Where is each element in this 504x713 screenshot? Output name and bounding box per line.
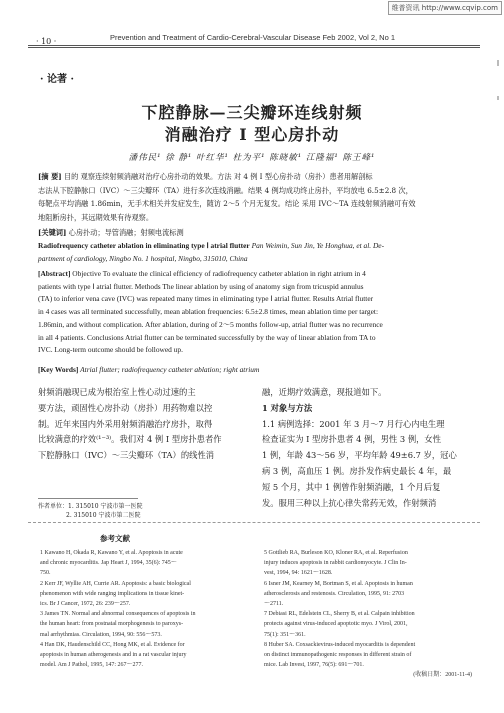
references-left	[40, 548, 252, 670]
reference-line: protects against virus-induced apoptotic myo. J Virol, 2001,	[264, 621, 408, 628]
reference-line: 6 Isner JM, Kearney M, Bortman S, et al. Apoptosis in human	[264, 580, 413, 587]
body-left-line: 要方法，顽固性心房扑动（房扑）用药物难以控	[38, 402, 213, 413]
reference-line: phenomenon with wide ranging implications in tissue kinet-	[40, 590, 185, 597]
abstract-cn	[38, 170, 472, 224]
abstract-en: [Abstract] Objective To evaluate the clinical efficiency of radiofrequency catheter ablation in right atrium in 4 patients with type Ⅰ atrial flutter. Methods The linear ablation by using of anatomy sign from tricuspid annulus (TA) to inferior vena cave (IVC) was repeated many times in eliminating type Ⅰ atrial flutter. Results Atrial flutter in 4 cases was all terminated successfully, mean ablation frequencies: 6.5±2.8 times, mean ablation time per target: 1.86min, and without complication. After ablation, during of 2～5 months follow-up, atrial flutter was no recurrence in all 4 patients. Conclusions Atrial flutter can be terminated successfully by the way of linear ablation from TA to IVC. Long-term outcome should be followed up.	[38, 268, 474, 357]
abstract-cn-line-2: 志法从下腔静脉口（IVC）～三尖瓣环（TA）进行多次连线消融。结果 4 例均成功终止房扑，平均放电 6.5±2.8 次，	[38, 185, 413, 195]
reference-line: on distinct immunopathogenic responses in different strain of	[264, 652, 412, 659]
abstract-en-label: [Abstract]	[38, 269, 71, 278]
abstract-en-line-2: patients with type Ⅰ atrial flutter. Methods The linear ablation by using of anatomy sign from tricuspid annulus	[38, 281, 364, 291]
received-date: (收稿日期：2001-11-4)	[413, 672, 472, 679]
title-line-2: 消融治疗 Ⅰ 型心房扑动	[164, 125, 340, 144]
body-right-column	[262, 385, 476, 511]
keywords-cn	[38, 226, 184, 240]
reference-line: injury induces apoptosis in rabbit cardiomyocyte. J Clin In-	[264, 560, 407, 567]
author-affiliation-note: 作者单位：1. 315010 宁波市第一医院 2. 315010 宁波市第二医院	[38, 503, 143, 519]
margin-mark	[497, 60, 499, 66]
abstract-en-line-5: 1.86min, and without complication. After ablation, during of 2～5 months follow-up, atrial flutter was no recurrence	[38, 319, 383, 329]
reference-line: 750.	[40, 570, 51, 577]
reference-line: 2 Kerr JF, Wyllie AH, Currie AR. Apoptosis: a basic biological	[40, 580, 191, 587]
keywords-cn-text: 心房扑动；导管消融；射频电流标测	[68, 228, 184, 237]
reference-line: apoptosis in human atherogenesis and in a rat vascular injury	[40, 652, 187, 659]
abstract-en-line-7: IVC. Long-term outcome should be followed up.	[38, 345, 183, 355]
page-number: · 10 ·	[36, 37, 57, 46]
reference-line: 75(1): 351～361.	[264, 631, 306, 638]
header-rule-thin	[28, 47, 480, 48]
references-heading: 参考文献	[100, 534, 130, 543]
abstract-en-line-6: in all 4 patients. Conclusions Atrial flutter can be terminated successfully by the way of linear ablation from TA to	[38, 332, 376, 342]
abstract-en-line-3: (TA) to inferior vena cave (IVC) was repeated many times in eliminating type Ⅰ atrial flutter. Results Atrial flutter	[38, 294, 374, 304]
abstract-cn-line-3: 每靶点平均消融 1.86min，无手术相关并发症发生，随访 2～5 个月无复发。结论 采用 IVC～TA 连线射频消融可有效	[38, 199, 416, 208]
keywords-en-label: [Key Words]	[38, 365, 79, 374]
body-left-column	[38, 385, 248, 464]
reference-line: 4 Han DK, Haudenschild CC, Hong MK, et al. Evidence for	[40, 641, 185, 648]
references-right	[264, 548, 478, 681]
body-left-line: 比较满意的疗效⁽¹⁻³⁾。我们对 4 例 Ⅰ 型房扑患者作	[38, 434, 222, 445]
reference-line: 1 Kawano H, Okada R, Kawano Y, et al. Apoptosis in acute	[40, 550, 183, 556]
body-right-line: 1.1 病例选择：2001 年 3 月～7 月行心内电生理	[262, 418, 445, 429]
body-left-line: 制。近年来国内外采用射频消融治疗房扑，取得	[38, 418, 213, 429]
reference-line: the human heart: from postnatal morphogenesis to paroxys-	[40, 621, 184, 628]
keywords-en-text: Atrial flutter; radiofrequency catheter ablation; right atrium	[80, 365, 260, 374]
body-right-line: 检查证实为 Ⅰ 型房扑患者 4 例，男性 3 例，女性	[262, 434, 442, 445]
title-line-1: 下腔静脉—三尖瓣环连线射频	[141, 103, 363, 122]
watermark-banner: 维普资讯 http://www.cqvip.com	[388, 1, 502, 15]
body-left-line: 下腔静脉口（IVC）～三尖瓣环（TA）的线性消	[38, 450, 215, 461]
abstract-cn-line-1: [摘 要] 目的 观察连续射频消融对治疗心房扑动的效果。方法 对 4 例 Ⅰ 型心房扑动（房扑）患者用解剖标	[38, 172, 373, 181]
reference-line: ～2711.	[264, 601, 284, 608]
english-title: Radiofrequency catheter ablation in eliminating type Ⅰ atrial flutter	[38, 241, 250, 250]
margin-mark	[497, 96, 499, 100]
english-affiliation: partment of cardiology, Ningbo No. 1 hospital, Ningbo, 315010, China	[38, 253, 248, 263]
section-label: · 论著 ·	[40, 74, 74, 85]
body-left-line: 射频消融现已成为根治室上性心动过速的主	[38, 387, 196, 397]
body-right-line: 融，近期疗效满意，现报道如下。	[262, 387, 387, 397]
reference-line: 5 Gottlieb RA, Burleson KO, Kloner RA, et al. Reperfusion	[264, 550, 408, 556]
body-right-line: 短 5 个月，其中 1 例曾作射频消融，1 个月后复	[262, 481, 441, 492]
reference-line: atherosclerosis and restenosis. Circulation, 1995, 91: 2703	[264, 590, 405, 597]
body-right-line: 病 3 例，高血压 1 例。房扑发作病史最长 4 年，最	[262, 465, 452, 476]
body-right-line: 1 例，年龄 43～56 岁，平均年龄 49±6.7 岁，冠心	[262, 450, 457, 461]
section-heading: 1 对象与方法	[262, 402, 313, 413]
reference-line: 8 Huber SA. Coxsackievirus-induced myocarditis is dependent	[264, 641, 416, 648]
reference-line: ics. Br J Cancer, 1972, 26: 239～257.	[40, 601, 131, 608]
abstract-en-line-4: in 4 cases was all terminated successfully, mean ablation frequencies: 6.5±2.8 times, mean ablation time per target:	[38, 307, 379, 317]
reference-line: 7 Debiasi RL, Edelstein CL, Sherry B, et al. Calpain inhibition	[264, 611, 415, 618]
reference-line: mice. Lab Invest, 1997, 76(5): 691～701.	[264, 662, 364, 669]
reference-line: mal arrhythmias. Circulation, 1994, 90: 556～573.	[40, 631, 162, 638]
english-title-block	[38, 240, 474, 265]
running-head: Prevention and Treatment of Cardio-Cerebral-Vascular Disease Feb 2002, Vol 2, No 1	[110, 33, 396, 42]
english-authors: Pan Weimin, Sun Jin, Ye Honghua, et al. De-	[251, 241, 385, 250]
reference-line: vest, 1994, 94: 1621～1628.	[264, 570, 333, 577]
reference-line: 3 James TN. Normal and abnormal consequences of apoptosis in	[40, 611, 196, 618]
author-list: 潘伟民¹ 徐 静¹ 叶红华¹ 杜为平¹ 陈晓敏¹ 江隆福¹ 陈王峰¹	[128, 153, 376, 163]
keywords-cn-label: [关键词]	[38, 228, 67, 237]
section-separator	[28, 522, 480, 525]
abstract-cn-label: [摘 要]	[38, 172, 62, 181]
abstract-cn-line-4: 地阻断房扑，其远期效果有待观察。	[38, 212, 154, 222]
reference-line: model. Am J Pathol, 1995, 147: 267～277.	[40, 662, 144, 669]
body-right-line: 发。服用三种以上抗心律失常药无效，作射频消	[262, 497, 437, 508]
header-rule	[28, 45, 480, 46]
footnote-rule	[38, 498, 138, 499]
reference-line: and chronic myocarditis. Jap Heart J, 1994, 35(6): 745～	[40, 560, 177, 567]
keywords-en	[38, 364, 259, 377]
